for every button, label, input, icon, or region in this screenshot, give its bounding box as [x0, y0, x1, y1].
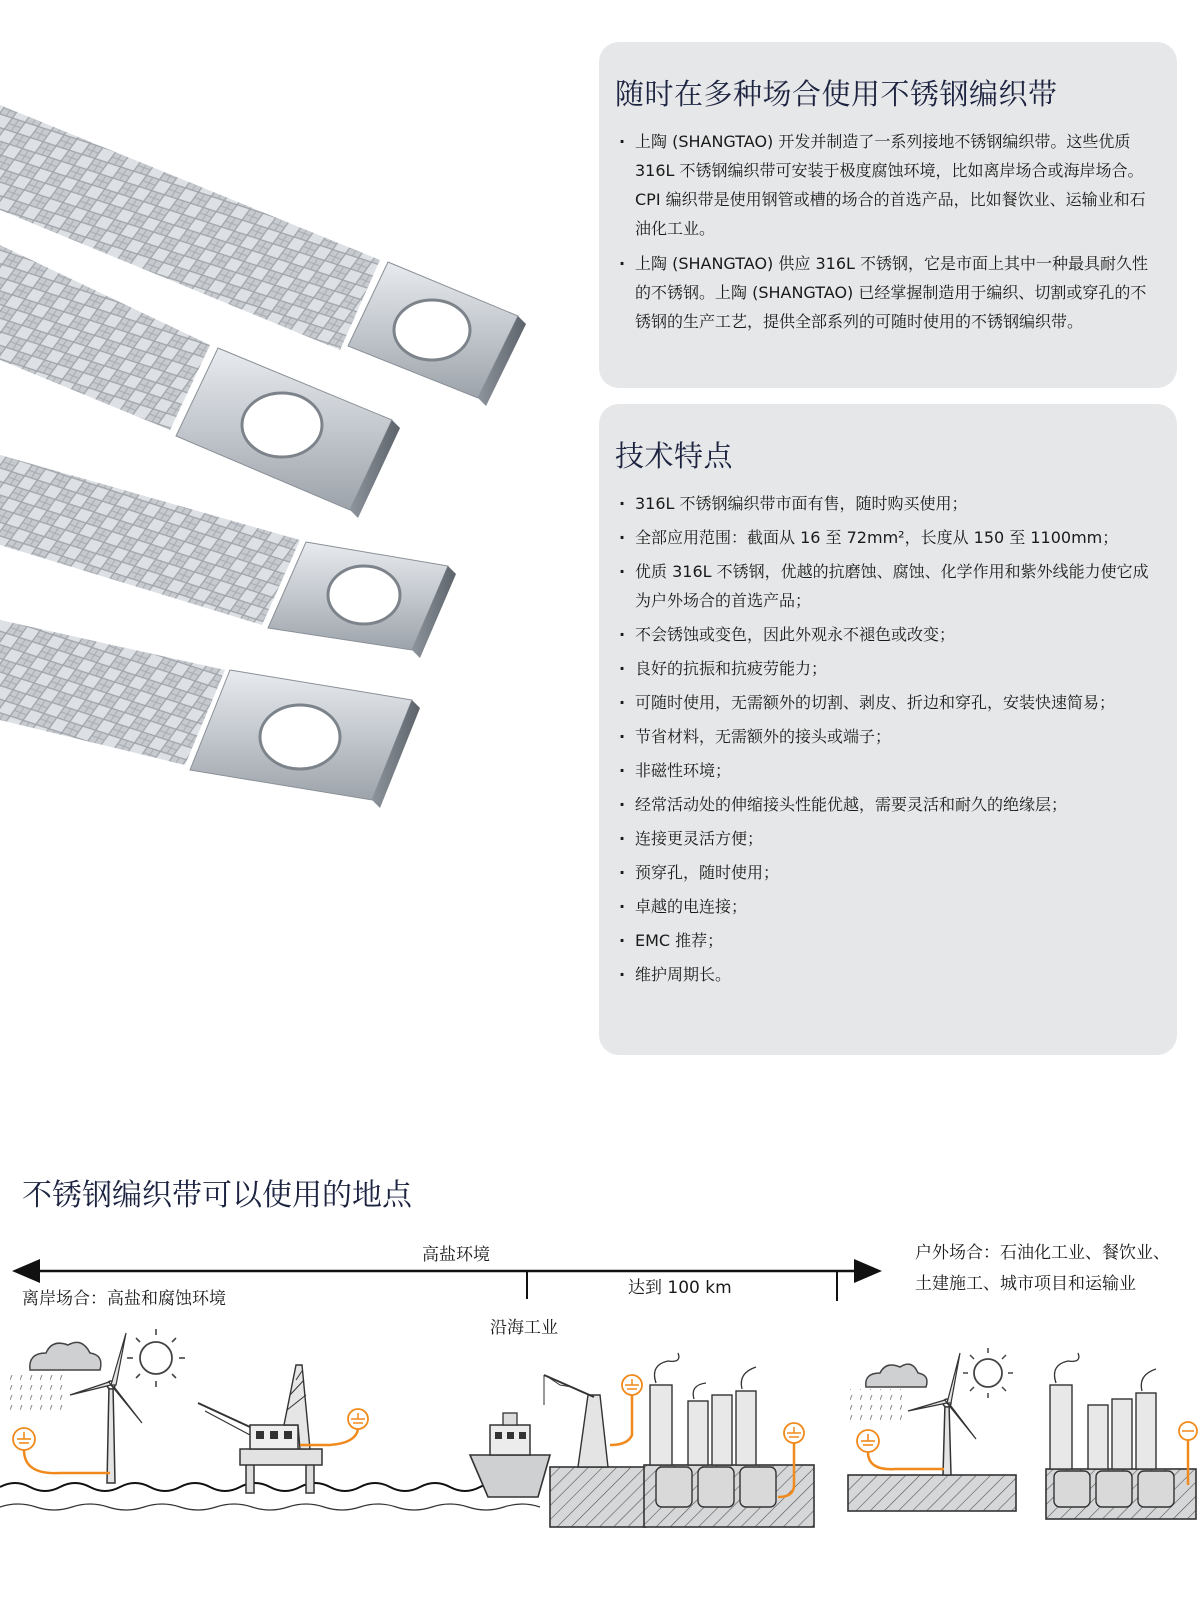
- wind-turbine-icon: [908, 1353, 976, 1475]
- locations-diagram: [0, 1235, 1200, 1601]
- feature-item: · 非磁性环境；: [615, 756, 1161, 785]
- feature-item: · 预穿孔，随时使用；: [615, 858, 1161, 887]
- ground-symbol-icon: [857, 1430, 879, 1452]
- locations-title: 不锈钢编织带可以使用的地点: [22, 1178, 412, 1213]
- feature-item: · 经常活动处的伸缩接头性能优越，需要灵活和耐久的绝缘层；: [615, 790, 1161, 819]
- offshore-label: 离岸场合：高盐和腐蚀环境: [22, 1289, 226, 1309]
- ground-slab: [848, 1475, 1016, 1511]
- features-list: [615, 489, 1161, 989]
- sun-icon: [127, 1329, 185, 1387]
- braided-strap-3: [0, 455, 456, 658]
- offshore-platform-icon: [198, 1365, 322, 1493]
- feature-item: · 卓越的电连接；: [615, 892, 1161, 921]
- sea-waves: [0, 1483, 540, 1491]
- feature-item: · 维护周期长。: [615, 960, 1161, 989]
- braided-straps-photo: [0, 80, 560, 870]
- ground-symbol-icon: [348, 1409, 368, 1429]
- intro-list: [615, 127, 1161, 336]
- outdoor-label-line1: 户外场合：石油化工业、餐饮业、: [915, 1243, 1170, 1263]
- feature-item: · 全部应用范围：截面从 16 至 72mm²，长度从 150 至 1100mm；: [615, 523, 1161, 552]
- feature-item: · 优质 316L 不锈钢，优越的抗磨蚀、腐蚀、化学作用和紫外线能力使它成为户外场合的首选产品；: [615, 557, 1161, 615]
- features-panel: [599, 404, 1177, 1055]
- feature-item: · 节省材料，无需额外的接头或端子；: [615, 722, 1161, 751]
- ground-symbol-icon: [13, 1428, 35, 1450]
- ground-symbol-icon: [1179, 1422, 1197, 1440]
- intro-title: 随时在多种场合使用不锈钢编织带: [615, 77, 1058, 111]
- dock-crane-icon: [544, 1375, 646, 1527]
- outdoor-label-line2: 土建施工、城市项目和运输业: [915, 1274, 1136, 1294]
- feature-item: · 不会锈蚀或变色，因此外观永不褪色或改变；: [615, 620, 1161, 649]
- braided-strap-4: [0, 620, 420, 808]
- factory-icon: [1046, 1353, 1196, 1519]
- ground-cable: [24, 1450, 110, 1473]
- feature-item: · EMC 推荐；: [615, 926, 1161, 955]
- ground-symbol-icon: [622, 1375, 642, 1395]
- rain-cloud-icon: [850, 1364, 927, 1425]
- ship-icon: [470, 1413, 550, 1497]
- feature-item: · 连接更灵活方便；: [615, 824, 1161, 853]
- feature-item: · 良好的抗振和抗疲劳能力；: [615, 654, 1161, 683]
- feature-item: · 316L 不锈钢编织带市面有售，随时购买使用；: [615, 489, 1161, 518]
- intro-panel: [599, 42, 1177, 388]
- intro-item: · 上陶 (SHANGTAO) 开发并制造了一系列接地不锈钢编织带。这些优质 316L 不锈钢编织带可安装于极度腐蚀环境，比如离岸场合或海岸场合。CPI 编织带是使用钢管或槽的场合的首选产品，比如餐饮业、运输业和石油化工业。: [615, 127, 1161, 243]
- coastal-label: 沿海工业: [490, 1318, 558, 1338]
- range-label: 达到 100 km: [628, 1278, 732, 1298]
- feature-item: · 可随时使用，无需额外的切割、剥皮、折边和穿孔，安装快速简易；: [615, 688, 1161, 717]
- intro-item: · 上陶 (SHANGTAO) 供应 316L 不锈钢，它是市面上其中一种最具耐久性的不锈钢。上陶 (SHANGTAO) 已经掌握制造用于编织、切割或穿孔的不锈钢的生产工艺，提供全部系列的可随时使用的不锈钢编织带。: [615, 249, 1161, 336]
- rain-cloud-icon: [8, 1342, 101, 1412]
- ground-symbol-icon: [784, 1423, 804, 1443]
- high-salt-label: 高盐环境: [422, 1245, 490, 1265]
- sun-icon: [963, 1348, 1013, 1398]
- features-title: 技术特点: [615, 439, 734, 473]
